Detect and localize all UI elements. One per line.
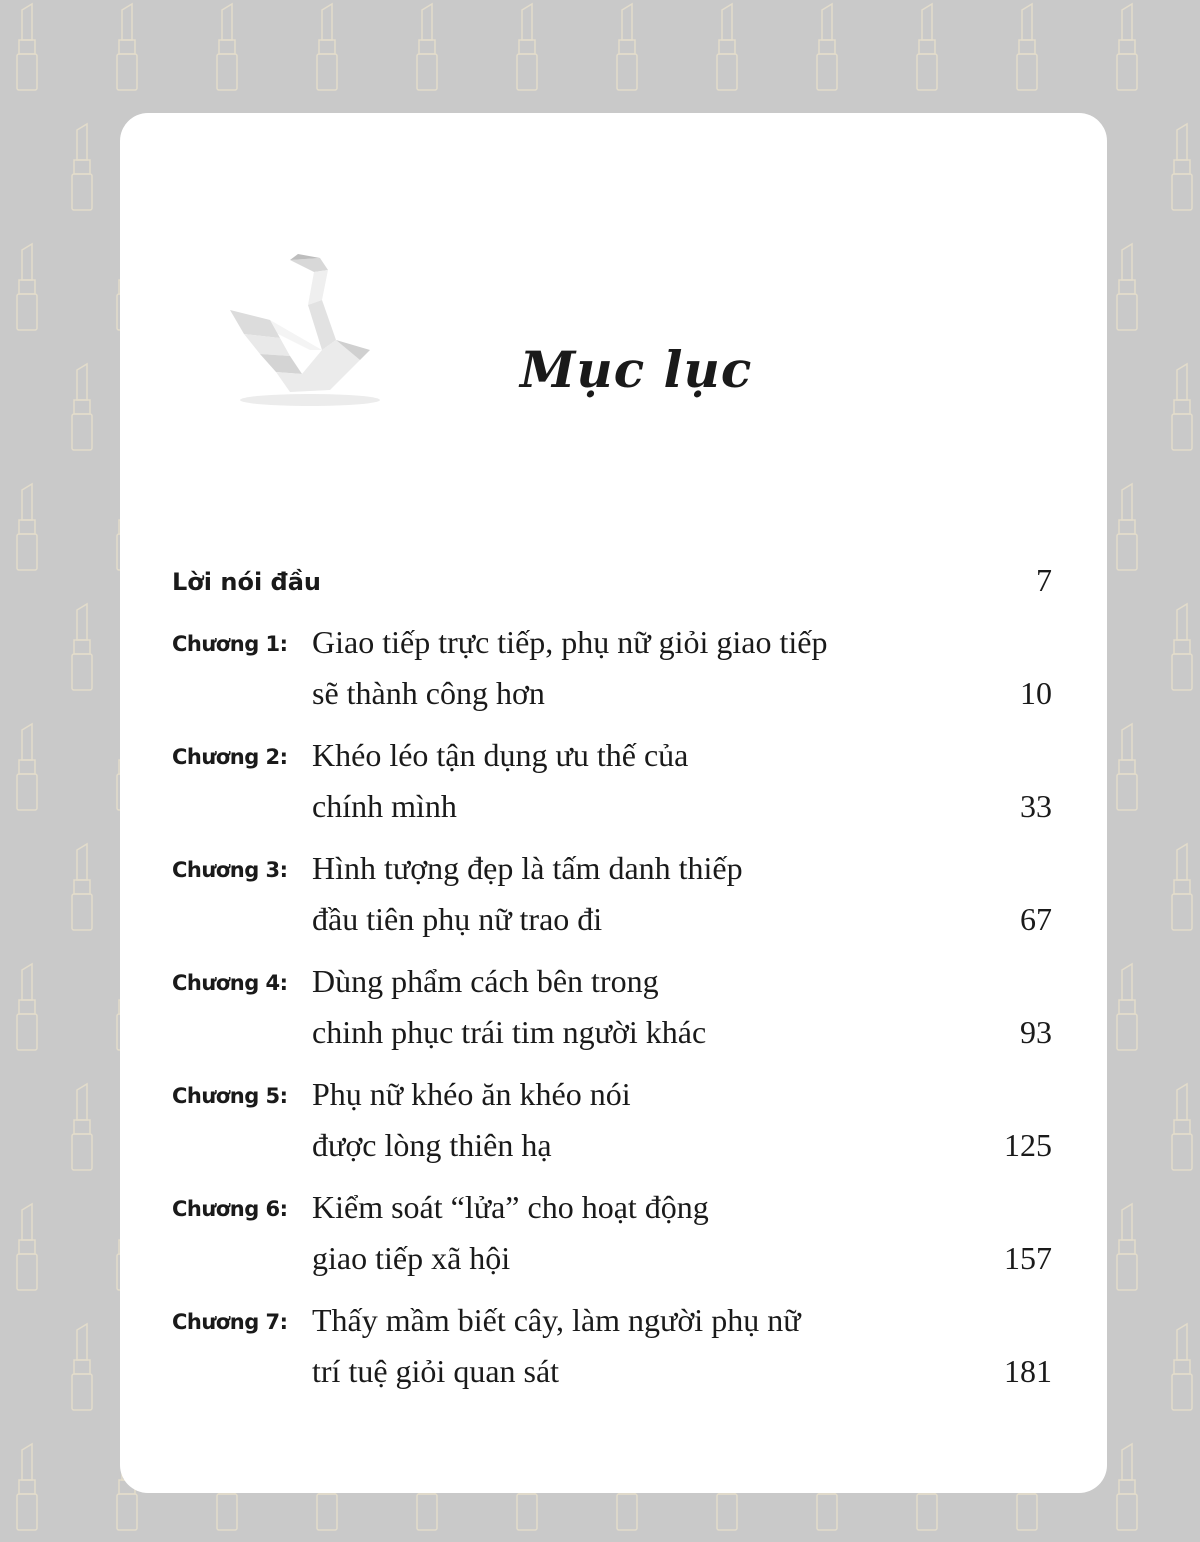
table-of-contents <box>172 562 1052 1415</box>
chapter-title-line1: Kiểm soát “lửa” cho hoạt động <box>312 1189 709 1225</box>
chapter-page-number: 93 <box>1020 1014 1052 1050</box>
chapter-title-line2: trí tuệ giỏi quan sát <box>312 1353 560 1389</box>
lipstick-icon <box>17 244 37 330</box>
lipstick-icon <box>72 604 92 690</box>
chapter-title-line2: đầu tiên phụ nữ trao đi <box>312 901 603 937</box>
chapter-page-number: 10 <box>1020 675 1052 711</box>
lipstick-icon <box>1117 1444 1137 1530</box>
chapter-label: Chương 6: <box>172 1197 288 1221</box>
chapter-page-number: 125 <box>1004 1127 1052 1163</box>
lipstick-icon <box>717 4 737 90</box>
preface-page-number: 7 <box>1036 562 1052 598</box>
toc-preface[interactable] <box>172 562 1052 612</box>
chapter-label: Chương 3: <box>172 858 288 882</box>
lipstick-icon <box>72 844 92 930</box>
chapter-page-number: 67 <box>1020 901 1052 937</box>
toc-header <box>210 250 753 420</box>
lipstick-icon <box>72 1324 92 1410</box>
chapter-title-line2: chính mình <box>312 788 457 824</box>
lipstick-icon <box>817 4 837 90</box>
lipstick-icon <box>417 4 437 90</box>
lipstick-icon <box>17 1204 37 1290</box>
toc-chapter-7[interactable] <box>172 1302 1052 1404</box>
toc-chapter-2[interactable] <box>172 737 1052 839</box>
lipstick-icon <box>1117 724 1137 810</box>
chapter-label: Chương 4: <box>172 971 288 995</box>
lipstick-icon <box>917 4 937 90</box>
lipstick-icon <box>1017 4 1037 90</box>
lipstick-icon <box>1117 964 1137 1050</box>
preface-label: Lời nói đầu <box>172 568 321 596</box>
toc-chapter-3[interactable] <box>172 850 1052 952</box>
chapter-title-line2: chinh phục trái tim người khác <box>312 1014 707 1050</box>
chapter-title-line2: sẽ thành công hơn <box>312 675 545 711</box>
lipstick-icon <box>1117 1204 1137 1290</box>
chapter-title-line1: Thấy mầm biết cây, làm người phụ nữ <box>312 1302 801 1338</box>
lipstick-icon <box>17 724 37 810</box>
lipstick-icon <box>1172 124 1192 210</box>
lipstick-icon <box>1172 1324 1192 1410</box>
chapter-label: Chương 7: <box>172 1310 288 1334</box>
chapter-page-number: 33 <box>1020 788 1052 824</box>
lipstick-icon <box>317 4 337 90</box>
toc-chapter-5[interactable] <box>172 1076 1052 1178</box>
lipstick-icon <box>72 364 92 450</box>
lipstick-icon <box>1117 4 1137 90</box>
toc-chapter-4[interactable] <box>172 963 1052 1065</box>
chapter-label: Chương 2: <box>172 745 288 769</box>
lipstick-icon <box>1117 484 1137 570</box>
lipstick-icon <box>217 4 237 90</box>
lipstick-icon <box>17 1444 37 1530</box>
lipstick-icon <box>517 4 537 90</box>
chapter-title-line1: Dùng phẩm cách bên trong <box>312 963 659 999</box>
toc-chapter-1[interactable] <box>172 624 1052 726</box>
toc-chapter-6[interactable] <box>172 1189 1052 1291</box>
chapter-title-line1: Hình tượng đẹp là tấm danh thiếp <box>312 850 743 886</box>
chapter-label: Chương 1: <box>172 632 288 656</box>
page-title: Mục lục <box>520 340 753 399</box>
chapter-label: Chương 5: <box>172 1084 288 1108</box>
lipstick-icon <box>1172 364 1192 450</box>
lipstick-icon <box>72 124 92 210</box>
lipstick-icon <box>1117 244 1137 330</box>
lipstick-icon <box>1172 1084 1192 1170</box>
lipstick-icon <box>72 1084 92 1170</box>
origami-swan-icon <box>210 250 390 415</box>
lipstick-icon <box>617 4 637 90</box>
lipstick-icon <box>17 964 37 1050</box>
lipstick-icon <box>17 484 37 570</box>
chapter-title-line1: Khéo léo tận dụng ưu thế của <box>312 737 689 773</box>
lipstick-icon <box>117 4 137 90</box>
lipstick-icon <box>17 4 37 90</box>
chapter-title-line1: Phụ nữ khéo ăn khéo nói <box>312 1076 631 1112</box>
chapter-page-number: 181 <box>1004 1353 1052 1389</box>
chapter-title-line2: được lòng thiên hạ <box>312 1127 552 1163</box>
chapter-page-number: 157 <box>1004 1240 1052 1276</box>
lipstick-icon <box>1172 604 1192 690</box>
chapter-title-line1: Giao tiếp trực tiếp, phụ nữ giỏi giao tiếp <box>312 624 828 660</box>
chapter-title-line2: giao tiếp xã hội <box>312 1240 511 1276</box>
lipstick-icon <box>1172 844 1192 930</box>
